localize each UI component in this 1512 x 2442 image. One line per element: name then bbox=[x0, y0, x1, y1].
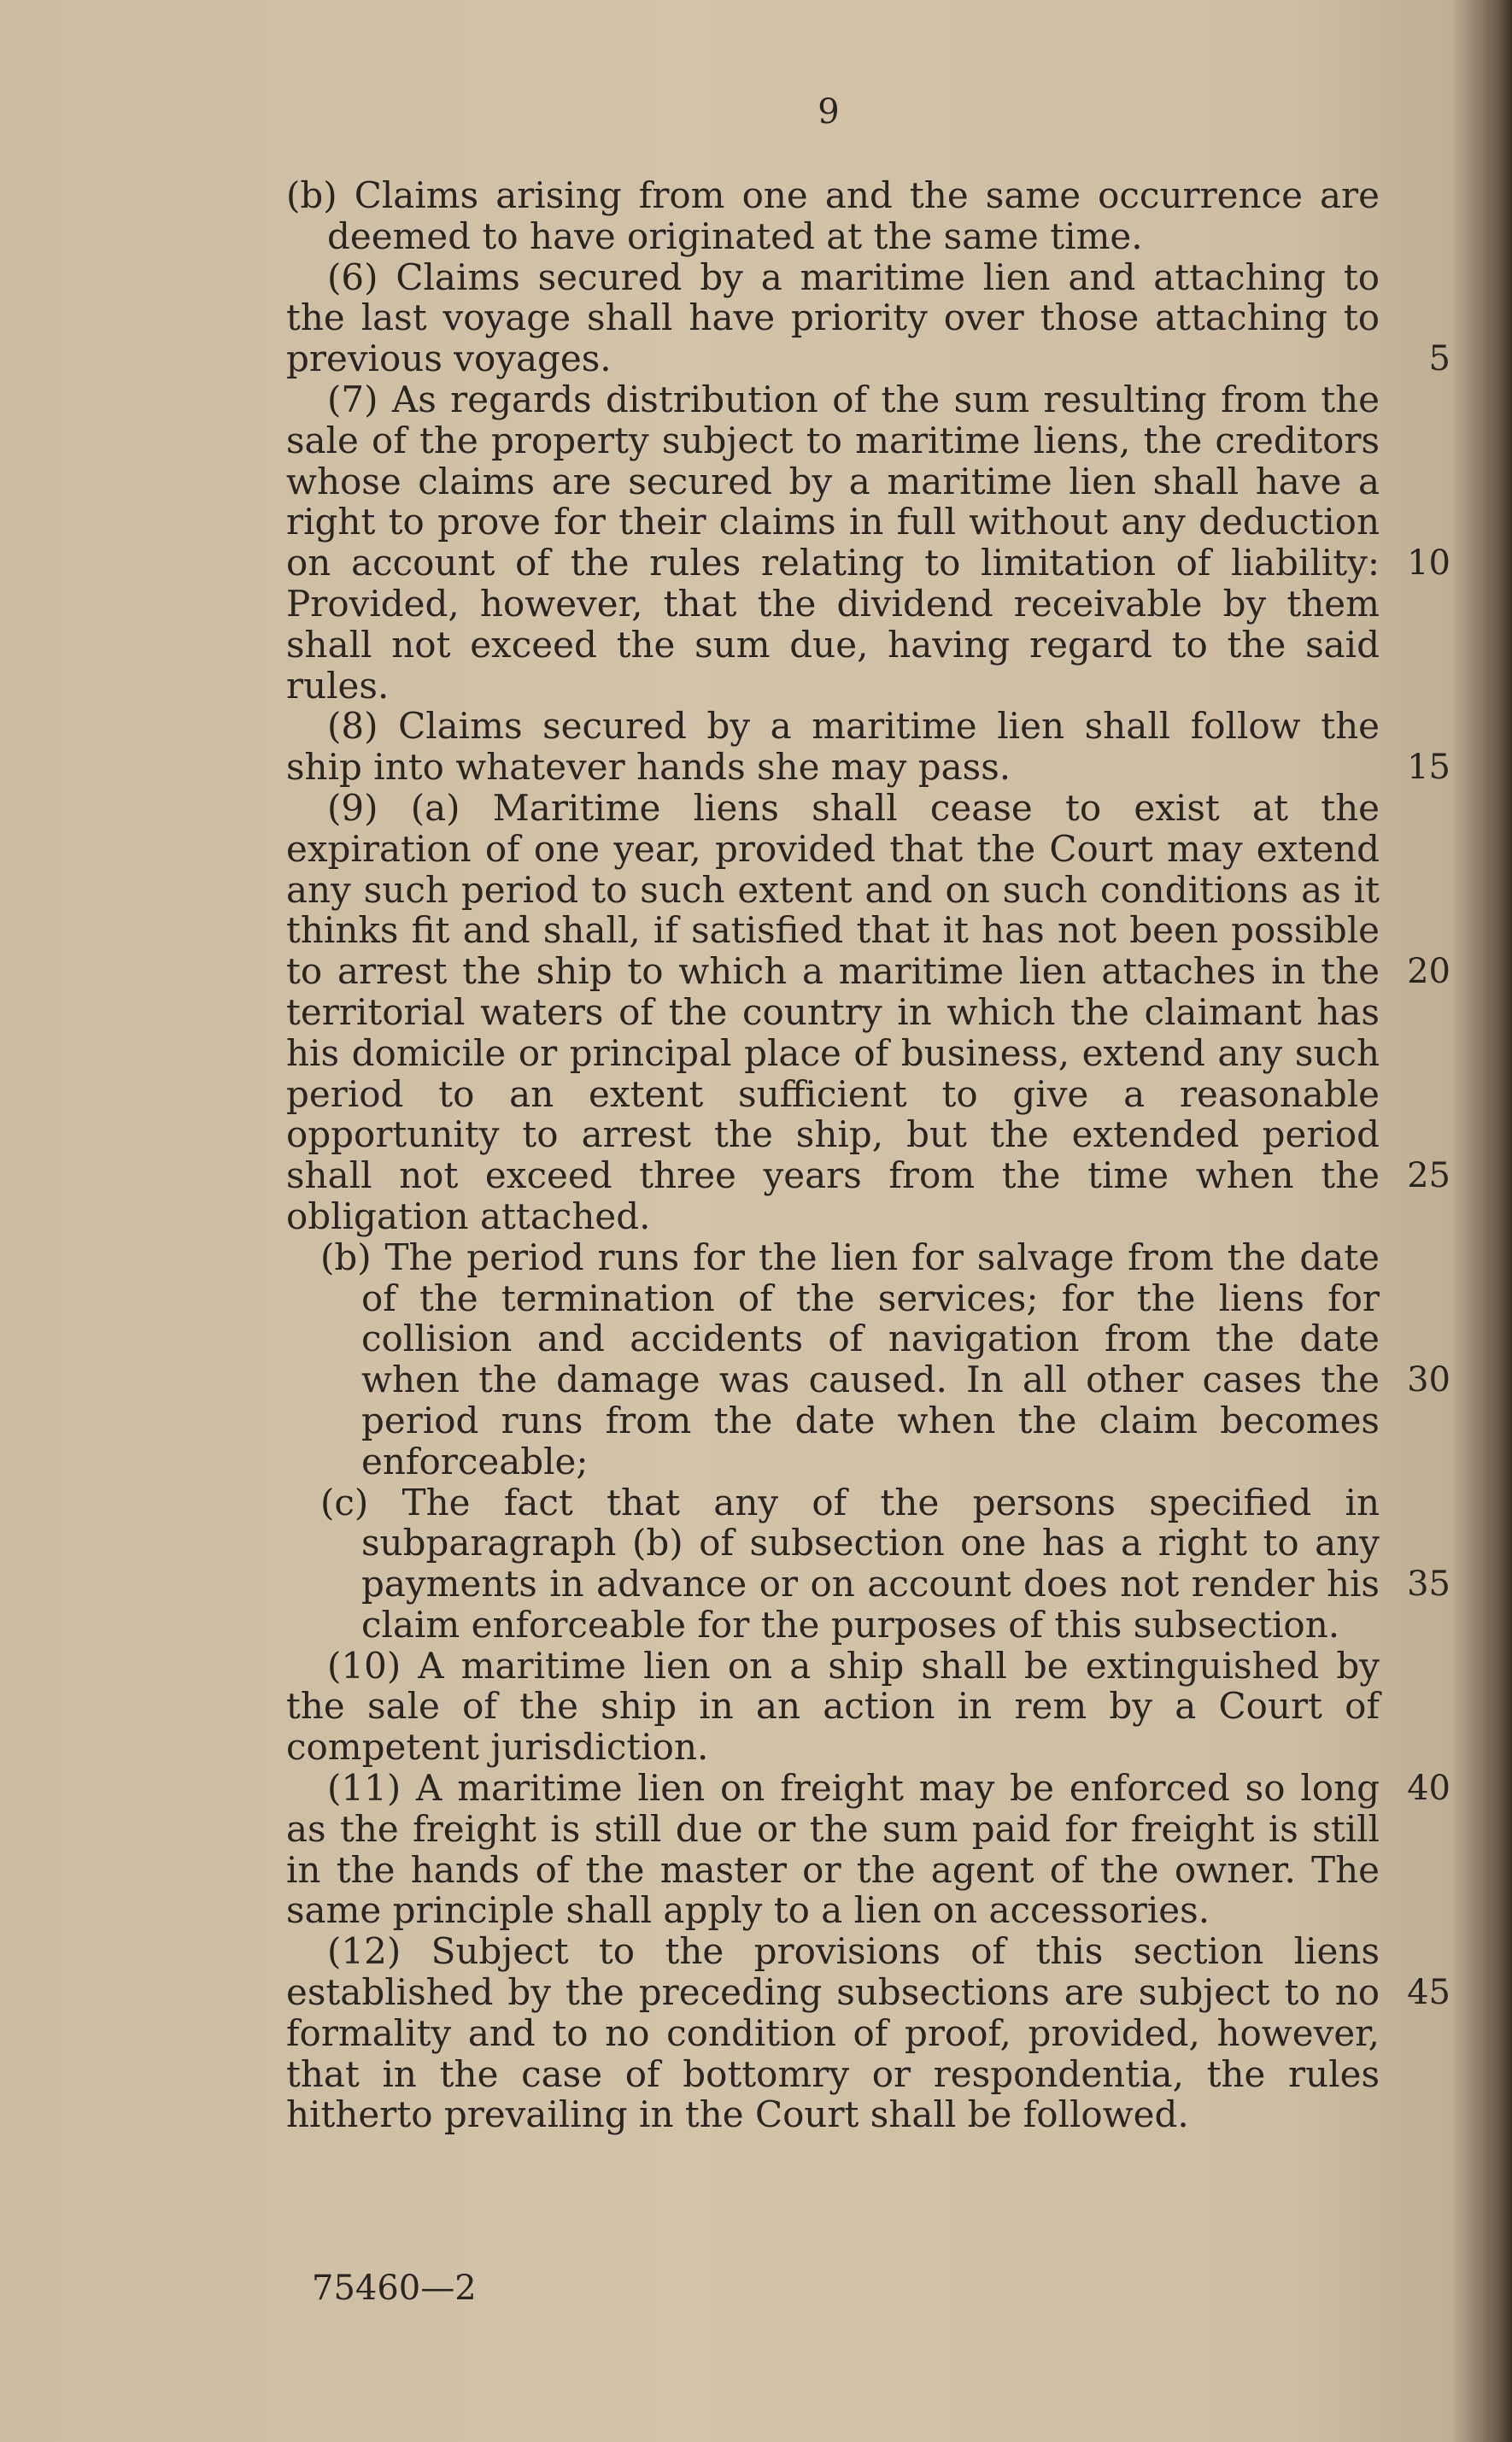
line-number-40: 40 bbox=[1407, 1769, 1450, 1808]
line-number-45: 45 bbox=[1407, 1973, 1450, 2012]
page-number: 9 bbox=[818, 92, 840, 132]
paragraph-7: (7) As regards distribution of the sum resulting from the sale of the property subject to maritime liens, the creditors whose claims are secured by a maritime lien shall have a right to prove for their claims in full without any deduction on account of the rules relating to limitation of liability: Provided, however, that the dividend receivable by them shall not exceed the sum due, having regard to the said rules. bbox=[286, 378, 1380, 707]
line-number-25: 25 bbox=[1407, 1156, 1450, 1195]
paragraph-8: (8) Claims secured by a maritime lien shall follow the ship into whatever hands she may pass. bbox=[286, 705, 1380, 789]
paragraph-10: (10) A maritime lien on a ship shall be extinguished by the sale of the ship in an action in rem by a Court of competent jurisdiction. bbox=[286, 1644, 1380, 1769]
line-number-35: 35 bbox=[1407, 1564, 1450, 1604]
line-number-5: 5 bbox=[1428, 339, 1450, 379]
paragraph-9b: (b) The period runs for the lien for salvage from the date of the termination of the services; for the liens for collision and accidents of navigation from the date when the damage was caused. In all other cases the period runs from the date when the claim becomes enforceable; bbox=[320, 1236, 1380, 1482]
paragraph-5b: (b) Claims arising from one and the same occurrence are deemed to have originated at the same time. bbox=[286, 174, 1380, 257]
line-number-10: 10 bbox=[1407, 543, 1450, 583]
paragraph-12: (12) Subject to the provisions of this section liens established by the preceding subsections are subject to no formality and to no condition of proof, provided, however, that in the case of bottomry or respondentia, the rules hitherto prevailing in the Court shall be followed. bbox=[286, 1930, 1380, 2136]
line-number-30: 30 bbox=[1407, 1360, 1450, 1400]
paragraph-9a: (9) (a) Maritime liens shall cease to exist at the expiration of one year, provided that the Court may extend any such period to such extent and on such conditions as it thinks fit and shall, if satisfied that it has not been possible to arrest the ship to which a maritime lien attaches in the territorial waters of the country in which the claimant has his domicile or principal place of business, extend any such period to an extent sufficient to give a reasonable opportunity to arrest the ship, but the extended period shall not exceed three years from the time when the obligation attached. bbox=[286, 786, 1380, 1237]
body-text bbox=[286, 175, 1380, 2135]
line-number-20: 20 bbox=[1407, 952, 1450, 991]
line-number-15: 15 bbox=[1407, 748, 1450, 787]
paragraph-9c: (c) The fact that any of the persons specified in subparagraph (b) of subsection one has a right to any payments in advance or on account does not render his claim enforceable for the purposes of this subsection. bbox=[320, 1481, 1380, 1646]
print-code: 75460—2 bbox=[312, 2269, 477, 2308]
paragraph-11: (11) A maritime lien on freight may be enforced so long as the freight is still due or the sum paid for freight is still in the hands of the master or the agent of the owner. The same principle shall apply to a lien on accessories. bbox=[286, 1767, 1380, 1932]
paragraph-6: (6) Claims secured by a maritime lien and attaching to the last voyage shall have priority over those attaching to previous voyages. bbox=[286, 255, 1380, 380]
